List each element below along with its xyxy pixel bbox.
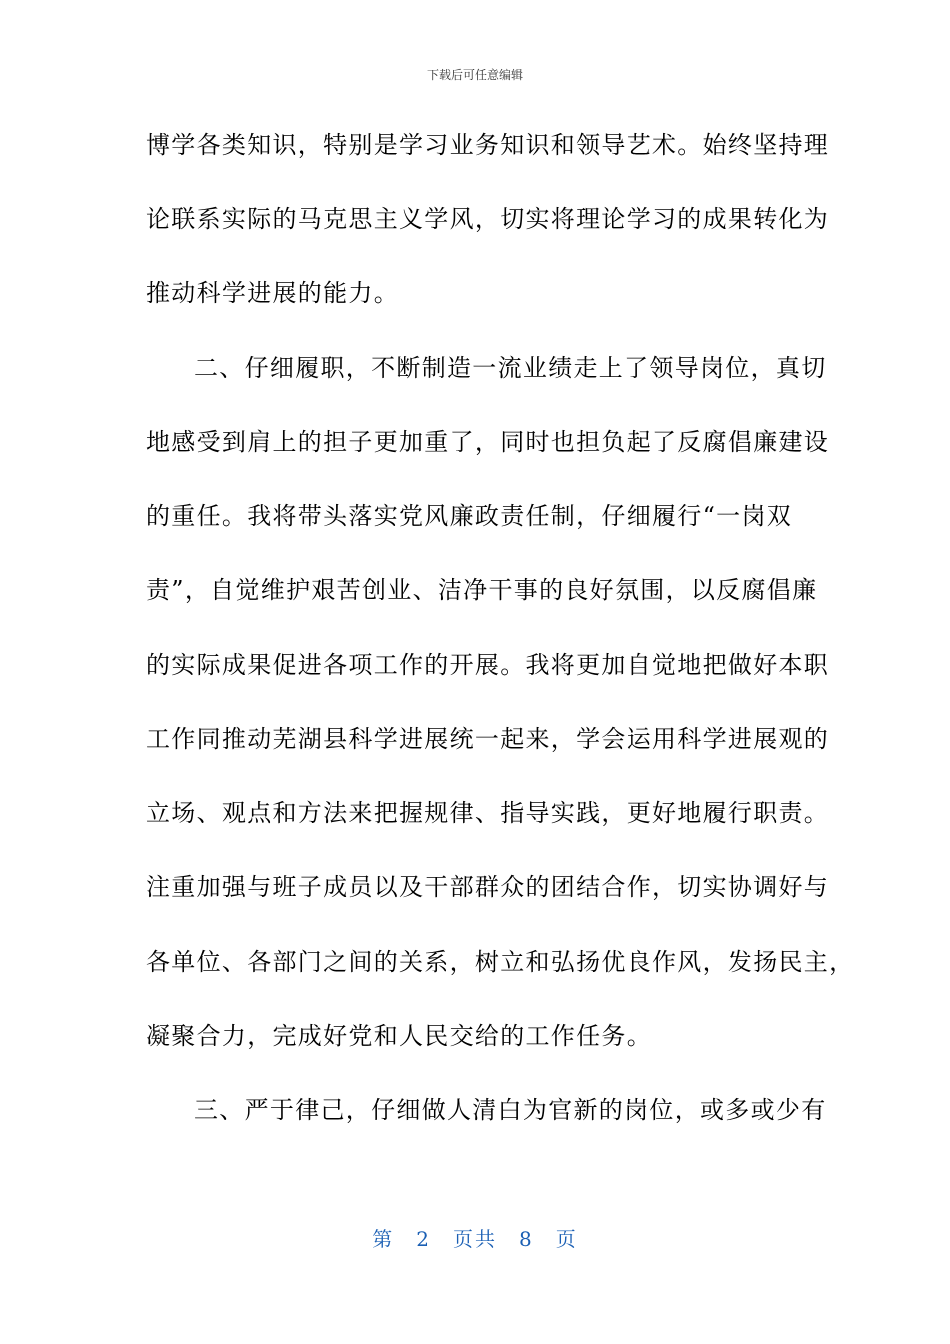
body-line: 博学各类知识，特别是学习业务知识和领导艺术。始终坚持理: [146, 131, 830, 159]
body-line: 注重加强与班子成员以及干部群众的团结合作，切实协调好与: [146, 873, 830, 901]
body-line: 地感受到肩上的担子更加重了，同时也担负起了反腐倡廉建设: [146, 428, 830, 456]
body-line: 责”，自觉维护艰苦创业、洁净干事的良好氛围，以反腐倡廉: [146, 576, 818, 604]
body-line: 的重任。我将带头落实党风廉政责任制，仔细履行“一岗双: [146, 502, 793, 530]
body-line: 各单位、各部门之间的关系，树立和弘扬优良作风，发扬民主，: [146, 948, 855, 976]
footer-prefix: 第: [372, 1227, 395, 1251]
page-header: 下载后可任意编辑: [426, 68, 523, 82]
total-pages-number: 8: [519, 1227, 534, 1251]
footer-middle: 页共: [453, 1227, 497, 1251]
body-line: 论联系实际的马克思主义学风，切实将理论学习的成果转化为: [146, 205, 830, 233]
footer-suffix: 页: [555, 1227, 578, 1251]
paragraph-start-line: 二、仔细履职，不断制造一流业绩走上了领导岗位，真切: [194, 354, 827, 382]
body-line: 推动科学进展的能力。: [146, 279, 399, 307]
page-number-footer: [0, 1225, 950, 1253]
body-line: 工作同推动芜湖县科学进展统一起来，学会运用科学进展观的: [146, 725, 830, 753]
body-line: 立场、观点和方法来把握规律、指导实践，更好地履行职责。: [146, 799, 830, 827]
body-line: 的实际成果促进各项工作的开展。我将更加自觉地把做好本职: [146, 651, 830, 679]
body-line: 凝聚合力，完成好党和人民交给的工作任务。: [146, 1022, 652, 1050]
paragraph-start-line: 三、严于律己，仔细做人清白为官新的岗位，或多或少有: [194, 1096, 827, 1124]
current-page-number: 2: [416, 1227, 431, 1251]
